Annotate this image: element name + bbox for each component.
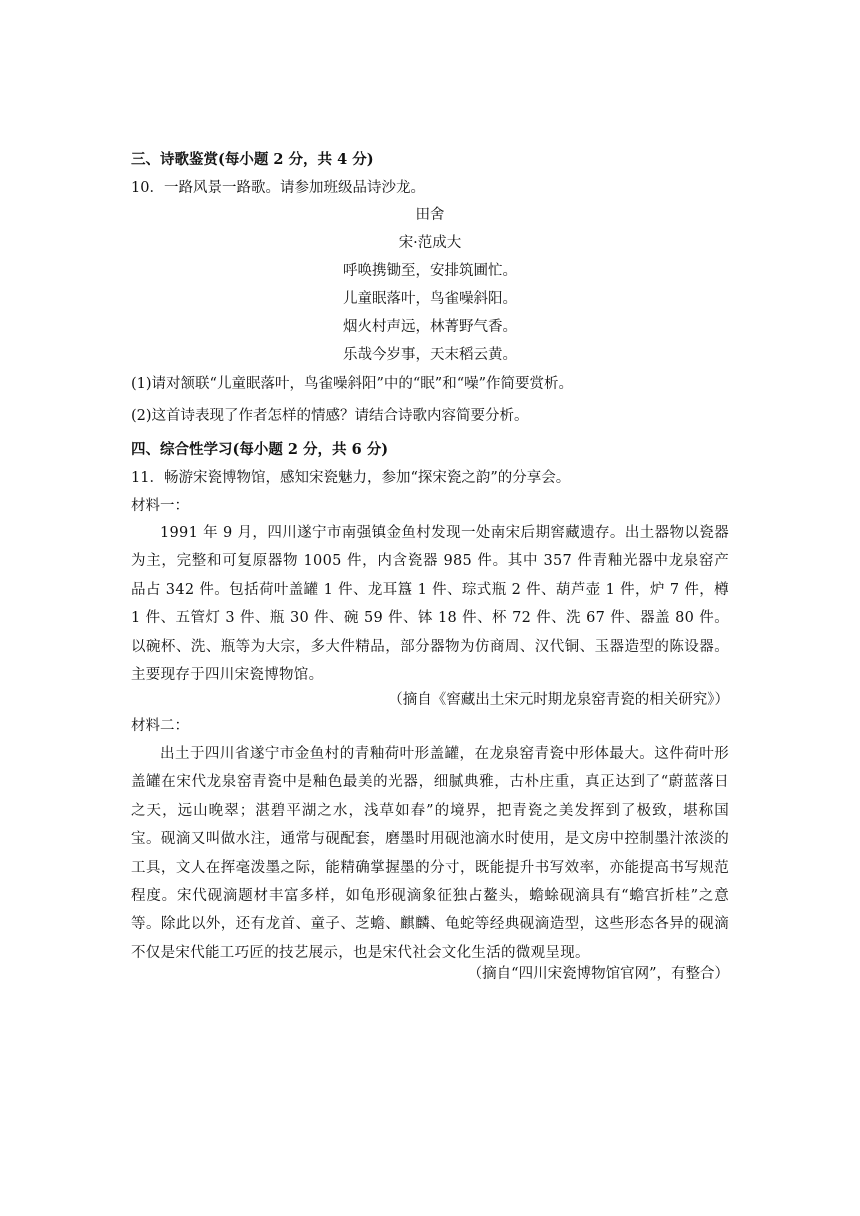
- material-2-source: （摘自“四川宋瓷博物馆官网”，有整合）: [467, 966, 729, 982]
- poem-line-1: 呼唤携锄至，安排筑圃忙。: [343, 263, 517, 279]
- poem-title: 田舍: [415, 207, 445, 223]
- sub-question-1: (1)请对颔联“儿童眠落叶，鸟雀噪斜阳”中的“眠”和“噪”作简要赏析。: [131, 376, 574, 392]
- poem-line-2: 儿童眠落叶，鸟雀噪斜阳。: [343, 291, 517, 307]
- section-4-heading: 四、综合性学习(每小题 2 分，共 6 分): [131, 441, 389, 458]
- sub-question-2: (2)这首诗表现了作者怎样的情感？请结合诗歌内容简要分析。: [131, 408, 529, 424]
- question-11: 11．畅游宋瓷博物馆，感知宋瓷魅力，参加“探宋瓷之韵”的分享会。: [131, 470, 571, 486]
- question-10: 10．一路风景一路歌。请参加班级品诗沙龙。: [131, 180, 425, 196]
- material-1-text: 1991 年 9 月，四川遂宁市南强镇金鱼村发现一处南宋后期窖藏遗存。出土器物以瓷器为主，完整和可复原器物 1005 件，内含瓷器 985 件。其中 357 件青釉光器中龙泉窑产品占 342 件。包括荷叶盖罐 1 件、龙耳簋 1 件、琮式瓶 2 件、葫芦壶 1 件，炉 7 件，樽 1 件、五管灯 3 件、瓶 30 件、碗 59 件、钵 18 件、杯 72 件、洗 67 件、器盖 80 件。以碗杯、洗、瓶等为大宗，多大件精品，部分器物为仿商周、汉代铜、玉器造型的陈设器。主要现存于四川宋瓷博物馆。: [131, 525, 729, 684]
- poem-author: 宋·范成大: [398, 235, 462, 251]
- material-2-text: 出土于四川省遂宁市金鱼村的青釉荷叶形盖罐，在龙泉窑青瓷中形体最大。这件荷叶形盖罐在宋代龙泉窑青瓷中是釉色最美的光器，细腻典雅，古朴庄重，真正达到了“蔚蓝落日之天，远山晚翠；湛碧平湖之水，浅草如春”的境界，把青瓷之美发挥到了极致，堪称国宝。砚滴又叫做水注，通常与砚配套，磨墨时用砚池滴水时使用，是文房中控制墨汁浓淡的工具，文人在挥毫泼墨之际，能精确掌握墨的分寸，既能提升书写效率，亦能提高书写规范程度。宋代砚滴题材丰富多样，如龟形砚滴象征独占鳌头，蟾蜍砚滴具有“蟾宫折桂”之意等。除此以外，还有龙首、童子、芝蟾、麒麟、龟蛇等经典砚滴造型，这些形态各异的砚滴不仅是宋代能工巧匠的技艺展示，也是宋代社会文化生活的微观呈现。: [131, 746, 729, 961]
- poem-line-4: 乐哉今岁事，天末稻云黄。: [343, 347, 517, 363]
- poem-line-3: 烟火村声远，林菁野气香。: [343, 319, 517, 335]
- material-2-label: 材料二：: [131, 718, 189, 734]
- section-3-heading: 三、诗歌鉴赏(每小题 2 分，共 4 分): [131, 151, 374, 168]
- material-1-label: 材料一：: [131, 498, 189, 514]
- material-1-source: （摘自《窖藏出土宋元时期龙泉窑青瓷的相关研究》）: [388, 692, 729, 708]
